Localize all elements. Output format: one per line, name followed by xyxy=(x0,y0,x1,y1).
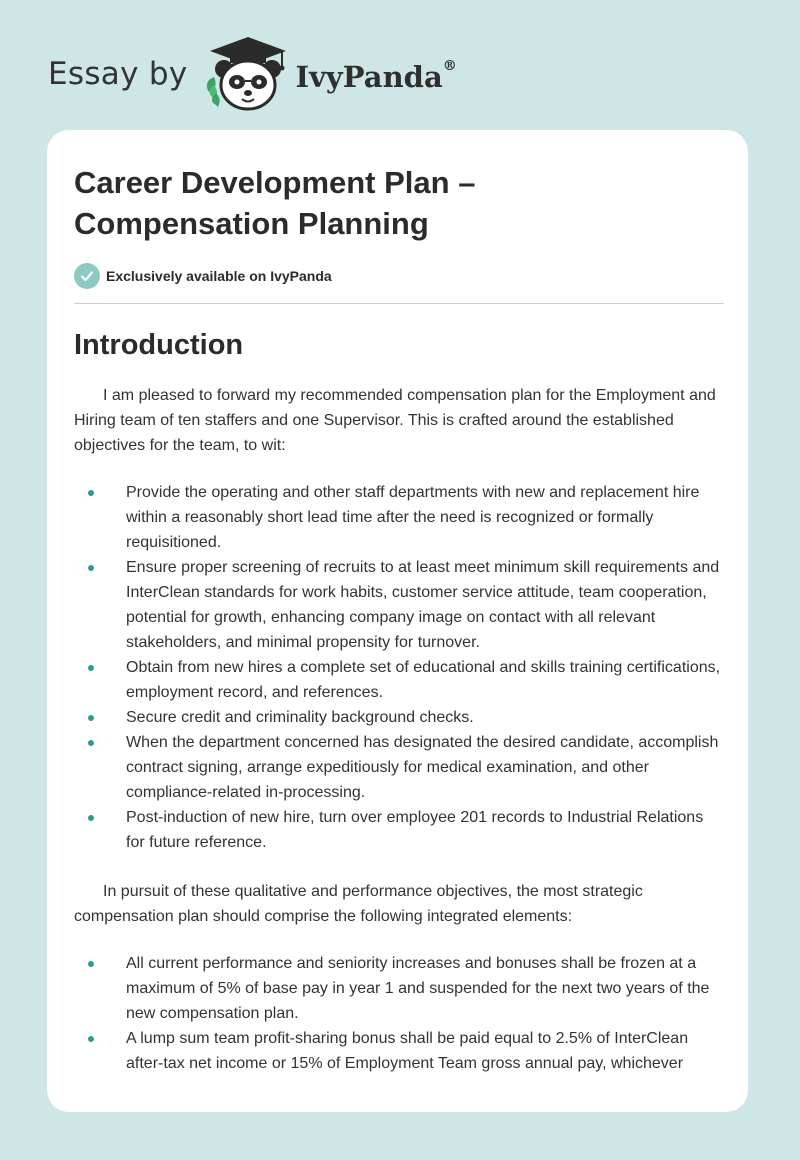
essay-by-label: Essay by xyxy=(48,56,188,92)
essay-title-line2: Compensation Planning xyxy=(74,206,429,241)
bullet-icon xyxy=(88,665,94,671)
list-item-text: All current performance and seniority increases and bonuses shall be frozen at a maximum of 5% of base pay in year 1 and suspended for the next two years of the new compensation plan. xyxy=(126,955,710,1022)
list-item xyxy=(74,805,724,855)
list-item xyxy=(74,480,724,555)
brand-name xyxy=(296,60,457,94)
check-circle-icon xyxy=(74,263,100,289)
ivypanda-logo-icon[interactable] xyxy=(202,35,294,113)
bullet-icon xyxy=(88,961,94,967)
exclusive-badge xyxy=(74,262,724,290)
list-item-text: Obtain from new hires a complete set of educational and skills training certifications, employment record, and references. xyxy=(126,659,721,701)
bullet-icon xyxy=(88,490,94,496)
exclusive-label: Exclusively available on IvyPanda xyxy=(106,268,332,284)
list-item xyxy=(74,951,724,1026)
bullet-icon xyxy=(88,565,94,571)
essay-title xyxy=(74,162,724,244)
site-header xyxy=(48,34,457,114)
list-item xyxy=(74,705,724,730)
list-item xyxy=(74,655,724,705)
bullet-icon xyxy=(88,1036,94,1042)
essay-content xyxy=(74,162,724,1076)
bullet-icon xyxy=(88,740,94,746)
brand-name-text: IvyPanda xyxy=(295,60,443,94)
objectives-list xyxy=(74,480,724,855)
intro-paragraph: I am pleased to forward my recommended compensation plan for the Employment and Hiring team of ten staffers and one Supervisor. This is crafted around the established objectives for the team, to wit: xyxy=(74,387,716,454)
bullet-icon xyxy=(88,815,94,821)
list-item-text: Provide the operating and other staff departments with new and replacement hire within a reasonably short lead time after the need is recognized or formally requisitioned. xyxy=(126,484,700,551)
bullet-icon xyxy=(88,715,94,721)
list-item-text: A lump sum team profit-sharing bonus shall be paid equal to 2.5% of InterClean after-tax net income or 15% of Employment Team gross annual pay, whichever xyxy=(126,1030,689,1072)
registered-mark: ® xyxy=(442,58,457,74)
list-item-text: When the department concerned has designated the desired candidate, accomplish contract signing, arrange expeditiously for medical examination, and other compliance-related in-processing. xyxy=(126,734,719,801)
essay-title-line1: Career Development Plan – xyxy=(74,165,476,200)
list-item xyxy=(74,555,724,655)
list-item-text: Ensure proper screening of recruits to at least meet minimum skill requirements and InterClean standards for work habits, customer service attitude, team cooperation, potential for growth, enhancing company image on contact with all relevant stakeholders, and minimal propensity for turnover. xyxy=(126,559,720,651)
list-item xyxy=(74,730,724,805)
list-item-text: Post-induction of new hire, turn over employee 201 records to Industrial Relations for future reference. xyxy=(126,809,704,851)
list-item xyxy=(74,1026,724,1076)
divider xyxy=(74,303,724,304)
essay-card xyxy=(47,130,748,1112)
elements-list xyxy=(74,951,724,1076)
list-item-text: Secure credit and criminality background checks. xyxy=(126,709,474,726)
pursuit-paragraph: In pursuit of these qualitative and performance objectives, the most strategic compensation plan should comprise the following integrated elements: xyxy=(74,883,643,925)
section-heading: Introduction xyxy=(74,329,244,361)
